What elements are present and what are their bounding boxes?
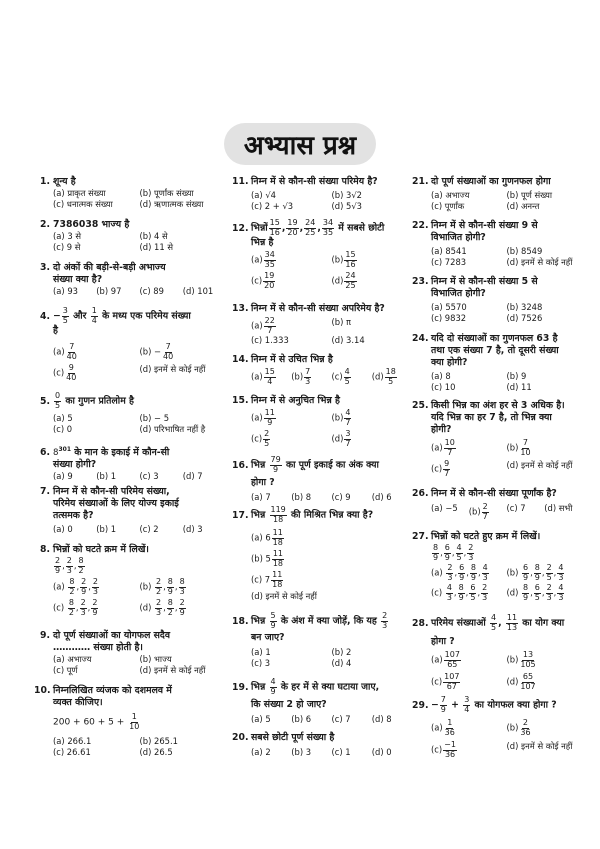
option-b: (b) 6 bbox=[291, 714, 312, 724]
question-text: भिन्नों को घटते हुए क्रम में लिखें। bbox=[431, 531, 541, 542]
minus-sign: − bbox=[53, 310, 61, 322]
option-d: (d) $\frac{2}{3}$ , $\frac{8}{2}$ , $\frac{2}{9}$ bbox=[139, 598, 185, 617]
option-a: (a) 3 से bbox=[53, 231, 81, 241]
question-text: निम्न में से कौन-सी संख्या 9 से bbox=[431, 220, 538, 231]
option-a: (a) अभाज्य bbox=[431, 190, 470, 200]
option-b: (b) 265.1 bbox=[139, 736, 178, 746]
question-6 bbox=[34, 444, 226, 482]
option-c: (c) 0 bbox=[53, 424, 73, 434]
option-c: (c) $\frac{19}{20}$ bbox=[251, 271, 275, 290]
conjunction: और bbox=[73, 310, 87, 322]
question-number: 10. bbox=[34, 685, 51, 696]
question-text: के अंश में क्या जोड़ें, कि यह bbox=[280, 615, 377, 627]
option-c: (c) 7 bbox=[506, 503, 526, 513]
option-d: (d) सभी bbox=[544, 503, 573, 513]
option-d: (d) इनमें से कोई नहीं bbox=[506, 460, 573, 470]
question-26 bbox=[412, 488, 582, 521]
option-a: (a) 93 bbox=[53, 286, 78, 296]
question-11 bbox=[232, 176, 412, 212]
option-a: (a) 7 bbox=[251, 492, 271, 502]
question-text: निम्न में से उचित भिन्न है bbox=[251, 354, 333, 365]
question-number: 25. bbox=[412, 400, 429, 411]
option-c: (c) 9 bbox=[331, 492, 351, 502]
option-b: (b) π bbox=[331, 317, 352, 327]
question-number: 20. bbox=[232, 732, 249, 743]
option-a: (a) 8 bbox=[431, 371, 451, 381]
option-a: (a) 5570 bbox=[431, 302, 467, 312]
question-10 bbox=[34, 685, 226, 758]
option-a: (a) −5 bbox=[431, 503, 458, 513]
question-19: 19. भिन्न $\frac{4}{9}$ के हर में से क्या घटाया जाए, कि संख्या 2 हो जाए? (a) 5 (b) 6 (c) 7 (d) 8 bbox=[232, 678, 412, 725]
question-number: 11. bbox=[232, 176, 249, 187]
option-b: (b) − 5 bbox=[139, 413, 170, 423]
page-title: अभ्यास प्रश्न bbox=[224, 123, 376, 165]
question-number: 26. bbox=[412, 488, 429, 499]
question-text-line2: विभाजित होगी? bbox=[431, 232, 486, 243]
question-number: 8. bbox=[39, 544, 50, 555]
fraction: $\frac{1}{4}$ bbox=[91, 306, 97, 325]
question-number: 18. bbox=[232, 615, 249, 627]
option-c: (c) 26.61 bbox=[53, 747, 91, 757]
option-a: (a) 2 bbox=[251, 747, 271, 757]
question-text: निम्न में से कौन-सी संख्या पूर्णांक है? bbox=[431, 488, 557, 499]
option-d: (d) इनमें से कोई नहीं bbox=[506, 741, 573, 751]
question-text: निम्न में से कौन-सी परिमेय संख्या, bbox=[53, 486, 170, 497]
question-24 bbox=[412, 333, 582, 393]
question-number: 22. bbox=[412, 220, 429, 231]
option-d: (d) 5√3 bbox=[331, 201, 363, 211]
option-a: (a) 6 $\frac{11}{18}$ bbox=[251, 528, 283, 547]
question-21 bbox=[412, 176, 582, 212]
option-b: (b) 1 bbox=[96, 471, 117, 482]
option-c: (c) 2 + √3 bbox=[251, 201, 294, 211]
option-a: (a) 8541 bbox=[431, 246, 467, 256]
question-text-line2: भिन्न है bbox=[251, 237, 274, 248]
option-c: (c) पूर्णांक bbox=[431, 201, 465, 211]
option-a: (a) $\frac{1}{36}$ bbox=[431, 718, 455, 737]
question-number: 4. bbox=[39, 310, 50, 322]
option-b: (b) 3248 bbox=[506, 302, 543, 312]
option-b: (b) 8 bbox=[291, 492, 312, 502]
question-text: दो अंकों की बड़ी-से-बड़ी अभाज्य bbox=[53, 262, 166, 273]
option-a: (a) 9 bbox=[53, 471, 73, 482]
question-text-line2: परिमेय संख्याओं के लिए योज्य इकाई bbox=[53, 498, 179, 509]
question-text: भिन्नों bbox=[251, 222, 268, 234]
question-text-line2: तथा एक संख्या 7 है, तो दूसरी संख्या bbox=[431, 345, 559, 356]
option-a: (a) अभाज्य bbox=[53, 654, 92, 664]
question-8 bbox=[34, 544, 226, 617]
question-29: 29. − $\frac{7}{9}$ + $\frac{3}{4}$ का योगफल क्या होगा ? (a) $\frac{1}{36}$ (b) $\frac{2}{36}$ (c) $\frac{-1}{36}$ (d) इनमें से कोई नहीं bbox=[412, 696, 582, 759]
question-16: 16. भिन्न $\frac{79}{9}$ का पूर्ण इकाई का अंक क्या होगा ? (a) 7 (b) 8 (c) 9 (d) 6 bbox=[232, 456, 412, 503]
option-a: (a) $\frac{8}{2}$ , $\frac{2}{9}$ , $\frac{2}{3}$ bbox=[53, 577, 98, 596]
option-a: (a) $\frac{107}{65}$ bbox=[431, 650, 460, 669]
question-number: 23. bbox=[412, 276, 429, 287]
option-a: (a) $\frac{15}{4}$ bbox=[251, 367, 275, 386]
option-c: (c) धनात्मक संख्या bbox=[53, 199, 113, 209]
question-number: 24. bbox=[412, 333, 429, 344]
option-b: (b) $\frac{7}{10}$ bbox=[506, 438, 531, 457]
question-text: शून्य है bbox=[53, 176, 76, 187]
question-text-line3: क्या होगी? bbox=[431, 357, 468, 368]
option-c: (c) 89 bbox=[139, 286, 164, 296]
option-d: (d) $\frac{18}{5}$ bbox=[371, 367, 396, 386]
given-fractions: $\frac{8}{9}$ , $\frac{6}{9}$ , $\frac{4}{5}$ , $\frac{2}{3}$ bbox=[433, 543, 474, 562]
question-number: 12. bbox=[232, 222, 249, 234]
option-a: (a) 1 bbox=[251, 647, 271, 657]
question-text-line3: तत्समक है? bbox=[53, 510, 94, 521]
question-text: निम्नलिखित व्यंजक को दशमलव में bbox=[53, 685, 172, 696]
option-d: (d) 6 bbox=[371, 492, 392, 502]
option-b: (b) भाज्य bbox=[139, 654, 172, 664]
question-text: का योगफल क्या होगा ? bbox=[474, 699, 557, 711]
option-a: (a) प्राकृत संख्या bbox=[53, 188, 106, 198]
question-number: 1. bbox=[39, 176, 50, 187]
option-c: (c) 7283 bbox=[431, 257, 467, 267]
option-d: (d) $\frac{65}{107}$ bbox=[506, 672, 536, 691]
option-c: (c) $\frac{8}{2}$ , $\frac{2}{3}$ , $\frac{2}{9}$ bbox=[53, 598, 98, 617]
power-exponent: 301 bbox=[58, 446, 71, 453]
option-a: (a) $\frac{7}{40}$ bbox=[53, 342, 77, 361]
question-27 bbox=[412, 531, 582, 602]
option-a: (a) $\frac{11}{9}$ bbox=[251, 408, 275, 427]
question-17: 17. भिन्न $\frac{119}{18}$ की मिश्रित भिन्न क्या है? (a) 6 $\frac{11}{18}$ (b) 5 $\frac{11}{18}$ (c) 7 $\frac{11}{18}$ (d) इनमें से कोई नहीं bbox=[232, 506, 412, 602]
option-d: (d) 7 bbox=[182, 471, 203, 482]
question-number: 19. bbox=[232, 681, 249, 693]
option-d: (d) ऋणात्मक संख्या bbox=[139, 199, 204, 209]
question-text: निम्न में से कौन-सी संख्या 5 से bbox=[431, 276, 538, 287]
question-4 bbox=[34, 307, 226, 382]
option-b: (b) 9 bbox=[506, 371, 527, 381]
question-number: 5. bbox=[39, 395, 50, 407]
option-d: (d) $\frac{8}{9}$ , $\frac{6}{5}$ , $\frac{2}{3}$ , $\frac{4}{3}$ bbox=[506, 583, 564, 602]
option-d: (d) 0 bbox=[371, 747, 392, 757]
question-text: निम्न में से अनुचित भिन्न है bbox=[251, 395, 340, 406]
option-c: (c) 7 bbox=[331, 714, 351, 724]
expression: 200 + 60 + 5 + $\frac{1}{10}$ bbox=[53, 712, 140, 731]
question-15 bbox=[232, 395, 412, 448]
option-d: (d) 3.14 bbox=[331, 335, 365, 345]
option-d: (d) इनमें से कोई नहीं bbox=[506, 257, 573, 267]
option-a: (a) 5 bbox=[251, 714, 271, 724]
question-text: यदि दो संख्याओं का गुणनफल 63 है bbox=[431, 333, 558, 344]
option-a: (a) 0 bbox=[53, 524, 73, 534]
question-number: 15. bbox=[232, 395, 249, 406]
question-text-line2: विभाजित होगी? bbox=[431, 288, 486, 299]
question-28: 28. परिमेय संख्याओं $\frac{4}{5}$ , $\frac{11}{13}$ का योग क्या होगा ? (a) $\frac{107}{65}$ (b) $\frac{13}{105}$ (c) $\frac{107}{67}$ (d) $\frac{65}{107}$ bbox=[412, 614, 582, 691]
option-c: (c) $\frac{-1}{36}$ bbox=[431, 740, 456, 759]
question-number: 9. bbox=[39, 630, 50, 641]
question-text-line2: संख्या क्या है? bbox=[53, 274, 103, 285]
option-b: (b) $\frac{2}{2}$ , $\frac{8}{9}$ , $\frac{8}{3}$ bbox=[139, 577, 185, 596]
question-text-line2: होगा ? bbox=[251, 477, 275, 488]
question-text: के मध्य एक परिमेय संख्या bbox=[102, 310, 191, 322]
option-d: (d) 11 bbox=[506, 382, 532, 392]
question-7 bbox=[34, 486, 226, 535]
question-22 bbox=[412, 220, 582, 268]
option-d: (d) 7526 bbox=[506, 313, 543, 323]
question-12: 12. भिन्नों $\frac{15}{16}$ , $\frac{19}{20}$ , $\frac{24}{25}$ , $\frac{34}{35}$ में सबसे छोटी भिन्न है (a) $\frac{34}{35}$ (b) $\frac{15}{16}$ (c) $\frac{19}{20}$ (d) $\frac{24}{25}$ bbox=[232, 219, 412, 290]
option-d: (d) परिभाषित नहीं है bbox=[139, 424, 206, 434]
question-2 bbox=[34, 219, 226, 253]
question-text: के हर में से क्या घटाया जाए, bbox=[280, 681, 380, 693]
option-b: (b) $\frac{2}{36}$ bbox=[506, 718, 531, 737]
given-fractions: $\frac{2}{9}$ , $\frac{2}{3}$ , $\frac{8}{2}$ bbox=[55, 556, 84, 575]
option-d: (d) इनमें से कोई नहीं bbox=[139, 665, 206, 675]
question-text-line2: बन जाए? bbox=[251, 632, 285, 643]
option-a: (a) √4 bbox=[251, 190, 276, 200]
option-a: (a) $\frac{22}{7}$ bbox=[251, 316, 275, 335]
question-number: 14. bbox=[232, 354, 249, 365]
option-b: (b) 3 bbox=[291, 747, 312, 757]
option-b: (b) $\frac{6}{9}$ , $\frac{8}{9}$ , $\frac{2}{5}$ , $\frac{4}{3}$ bbox=[506, 563, 564, 582]
question-text: किसी भिन्न का अंश हर से 3 अधिक है। bbox=[431, 400, 565, 411]
option-a: (a) $\frac{2}{3}$ , $\frac{6}{9}$ , $\frac{8}{9}$ , $\frac{4}{3}$ bbox=[431, 563, 488, 582]
question-text: दो पूर्ण संख्याओं का गुणनफल होगा bbox=[431, 176, 551, 187]
option-c: (c) 1 bbox=[331, 747, 351, 757]
question-text: सबसे छोटी पूर्ण संख्या है bbox=[251, 732, 335, 743]
option-b: (b) पूर्णांक संख्या bbox=[139, 188, 194, 198]
option-c: (c) 3 bbox=[139, 471, 159, 482]
question-text: का पूर्ण इकाई का अंक क्या bbox=[285, 459, 379, 471]
option-b: (b) 2 bbox=[331, 647, 352, 657]
question-number: 2. bbox=[39, 219, 50, 230]
question-25 bbox=[412, 400, 582, 478]
power-base: 8 bbox=[53, 448, 59, 459]
option-d: (d) $\frac{3}{7}$ bbox=[331, 429, 351, 448]
question-number: 21. bbox=[412, 176, 429, 187]
option-c: (c) पूर्ण bbox=[53, 665, 78, 675]
question-9 bbox=[34, 630, 226, 676]
question-3 bbox=[34, 262, 226, 297]
option-c: (c) 3 bbox=[251, 658, 271, 668]
option-b: (b) 8549 bbox=[506, 246, 543, 256]
option-c: (c) 2 bbox=[139, 524, 159, 534]
option-a: (a) 266.1 bbox=[53, 736, 92, 746]
question-text: दो पूर्ण संख्याओं का योगफल सदैव bbox=[53, 630, 170, 641]
question-23 bbox=[412, 276, 582, 324]
question-number: 3. bbox=[39, 262, 50, 273]
option-b: (b) $\frac{7}{3}$ bbox=[291, 367, 311, 386]
question-number: 16. bbox=[232, 459, 249, 471]
option-c: (c) 10 bbox=[431, 382, 456, 392]
option-b: (b) $\frac{2}{7}$ bbox=[468, 502, 488, 521]
option-b: (b) पूर्ण संख्या bbox=[506, 190, 553, 200]
option-c: (c) 7 $\frac{11}{18}$ bbox=[251, 570, 283, 589]
question-20 bbox=[232, 732, 412, 758]
option-d: (d) अनन्त bbox=[506, 201, 540, 211]
option-c: (c) $\frac{4}{5}$ bbox=[331, 367, 350, 386]
option-b: (b) $\frac{15}{16}$ bbox=[331, 250, 356, 269]
question-text-line2: कि संख्या 2 हो जाए? bbox=[251, 699, 327, 710]
question-text: भिन्नों को घटते क्रम में लिखें। bbox=[53, 544, 149, 555]
option-b: (b) 5 $\frac{11}{18}$ bbox=[251, 549, 284, 568]
question-14 bbox=[232, 354, 412, 386]
option-c: (c) 9832 bbox=[431, 313, 467, 323]
option-c: (c) $\frac{9}{7}$ bbox=[431, 459, 450, 478]
option-d: (d) 101 bbox=[182, 286, 214, 296]
option-d: (d) 3 bbox=[182, 524, 203, 534]
fraction: $\frac{0}{5}$ bbox=[55, 391, 61, 410]
option-c: (c) 1.333 bbox=[251, 335, 289, 345]
option-d: (d) $\frac{24}{25}$ bbox=[331, 271, 356, 290]
question-text: निम्न में से कौन-सी संख्या परिमेय है? bbox=[251, 176, 378, 187]
option-a: (a) 5 bbox=[53, 413, 73, 423]
question-text-line2: संख्या होगी? bbox=[53, 459, 97, 471]
option-d: (d) 8 bbox=[371, 714, 392, 724]
question-number: 17. bbox=[232, 509, 249, 521]
question-text-line3: होगी? bbox=[431, 424, 452, 435]
question-text-line2: है bbox=[53, 325, 58, 336]
option-d: (d) 4 bbox=[331, 658, 352, 668]
option-b: (b) 97 bbox=[96, 286, 122, 296]
question-number: 13. bbox=[232, 303, 249, 314]
option-b: (b) $\frac{4}{7}$ bbox=[331, 408, 351, 427]
question-text: के मान के इकाई में कौन-सी bbox=[74, 447, 170, 459]
option-a: (a) $\frac{34}{35}$ bbox=[251, 250, 275, 269]
option-c: (c) 9 से bbox=[53, 242, 81, 252]
option-c: (c) $\frac{4}{3}$ , $\frac{8}{9}$ , $\frac{6}{5}$ , $\frac{2}{3}$ bbox=[431, 583, 488, 602]
question-number: 28. bbox=[412, 617, 429, 629]
question-text: का गुणन प्रतिलोम है bbox=[65, 395, 134, 407]
question-text-line2: ………… संख्या होती है। bbox=[53, 642, 143, 653]
question-text: निम्न में से कौन-सी संख्या अपरिमेय है? bbox=[251, 303, 385, 314]
option-d: (d) इनमें से कोई नहीं bbox=[139, 364, 206, 374]
question-1 bbox=[34, 176, 226, 210]
option-c: (c) $\frac{2}{5}$ bbox=[251, 429, 270, 448]
question-text-line2: होगा ? bbox=[431, 636, 455, 647]
option-b: (b) 1 bbox=[96, 524, 117, 534]
option-b: (b) $\frac{13}{105}$ bbox=[506, 650, 536, 669]
question-text: 7386038 भाज्य है bbox=[53, 219, 130, 230]
option-d: (d) 26.5 bbox=[139, 747, 173, 757]
question-text: परिमेय संख्याओं bbox=[431, 617, 486, 629]
option-b: (b) − $\frac{7}{40}$ bbox=[139, 342, 174, 361]
question-number: 6. bbox=[39, 447, 50, 459]
question-text-line2: यदि भिन्न का हर 7 है, तो भिन्न क्या bbox=[431, 412, 552, 423]
question-number: 27. bbox=[412, 531, 429, 542]
question-number: 29. bbox=[412, 699, 429, 711]
option-c: (c) $\frac{9}{40}$ bbox=[53, 363, 77, 382]
option-c: (c) $\frac{107}{67}$ bbox=[431, 672, 460, 691]
question-number: 7. bbox=[39, 486, 50, 497]
fraction: $\frac{3}{5}$ bbox=[62, 306, 68, 325]
option-d: (d) इनमें से कोई नहीं bbox=[251, 591, 317, 601]
question-text-line2: व्यक्त कीजिए। bbox=[53, 697, 103, 708]
option-b: (b) 4 से bbox=[139, 231, 168, 241]
option-b: (b) 3√2 bbox=[331, 190, 363, 200]
option-d: (d) 11 से bbox=[139, 242, 173, 252]
option-a: (a) $\frac{10}{7}$ bbox=[431, 438, 455, 457]
question-5 bbox=[34, 392, 226, 435]
question-text: की मिश्रित भिन्न क्या है? bbox=[291, 509, 374, 521]
question-13 bbox=[232, 303, 412, 346]
question-18: 18. भिन्न $\frac{5}{9}$ के अंश में क्या जोड़ें, कि यह $\frac{2}{3}$ बन जाए? (a) 1 (b) 2 (c) 3 (d) 4 bbox=[232, 612, 412, 669]
